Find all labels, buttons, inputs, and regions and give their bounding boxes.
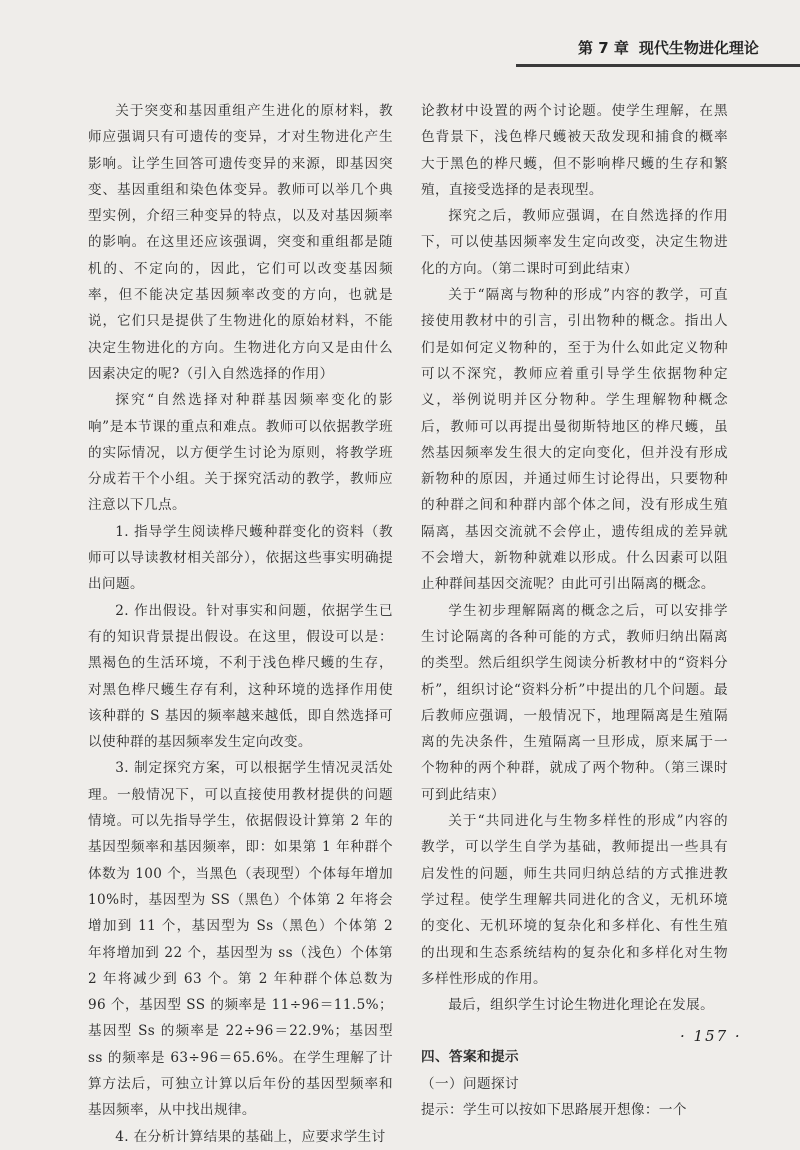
paragraph: 1. 指导学生阅读桦尺蠖种群变化的资料（教师可以导读教材相关部分），依据这些事实明确提出问题。: [88, 523, 393, 593]
paragraph: 探究之后，教师应强调，在自然选择的作用下，可以使基因频率发生定向改变，决定生物进化的方向。（第二课时可到此结束）: [421, 208, 728, 277]
paragraph: 探究“自然选择对种群基因频率变化的影响”是本节课的重点和难点。教师可以依据教学班的实际情况，以方便学生讨论为原则，将教学班分成若干个小组。关于探究活动的教学，教师应注意以下几点。: [88, 392, 393, 514]
chapter-number: 第 7 章: [578, 38, 629, 57]
right-column: [421, 98, 728, 1123]
paragraph: 最后，组织学生讨论生物进化理论在发展。: [448, 997, 715, 1014]
subsection-heading: （一）问题探讨: [421, 1075, 519, 1092]
chapter-title: 现代生物进化理论: [638, 38, 759, 57]
section-heading: 四、答案和提示: [421, 1049, 519, 1066]
paragraph-continuation: 论教材中设置的两个讨论题。使学生理解，在黑色背景下，浅色桦尺蠖被天敌发现和捕食的概率大于黑色的桦尺蠖，但不影响桦尺蠖的生存和繁殖，直接受选择的是表现型。: [421, 103, 728, 198]
running-head: [516, 30, 800, 67]
paragraph: 关于突变和基因重组产生进化的原材料，教师应强调只有可遗传的变异，才对生物进化产生影响。让学生回答可遗传变异的来源，即基因突变、基因重组和染色体变异。教师可以举几个典型实例，介绍三种变异的特点，以及对基因频率的影响。在这里还应该强调，突变和重组都是随机的、不定向的，因此，它们可以改变基因频率，但不能决定基因频率改变的方向，也就是说，它们只是提供了生物进化的原始材料，不能决定生物进化的方向。生物进化方向又是由什么因素决定的呢?（引入自然选择的作用）: [88, 103, 393, 382]
paragraph: 学生初步理解隔离的概念之后，可以安排学生讨论隔离的各种可能的方式，教师归纳出隔离的类型。然后组织学生阅读分析教材中的“资料分析”，组织讨论“资料分析”中提出的几个问题。最后教师应强调，一般情况下，地理隔离是生殖隔离的先决条件，生殖隔离一旦形成，原来属于一个物种的两个种群，就成了两个物种。（第三课时可到此结束）: [421, 602, 728, 803]
paragraph: 3. 制定探究方案，可以根据学生情况灵活处理。一般情况下，可以直接使用教材提供的问题情境。可以先指导学生，依据假设计算第 2 年的基因型频率和基因频率，即：如果第 1 年种群个体数为 100 个，当黑色（表现型）个体每年增加 10%时，基因型为 SS（黑色）个体第 2 年将会增加到 11 个，基因型为 Ss（黑色）个体第 2 年将增加到 22 个，基因型为 ss（浅色）个体第 2 年将减少到 63 个。第 2 年种群个体总数为 96 个，基因型 SS 的频率是 11÷96＝11.5%；基因型 Ss 的频率是 22÷96＝22.9%；基因型 ss 的频率是 63÷96＝65.6%。在学生理解了计算方法后，可独立计算以后年份的基因型频率和基因频率，从中找出规律。: [88, 760, 393, 1119]
left-column: [88, 98, 393, 1150]
paragraph: 关于“隔离与物种的形成”内容的教学，可直接使用教材中的引言，引出物种的概念。指出人们是如何定义物种的，至于为什么如此定义物种可以不深究，教师应着重引导学生依据物种定义，举例说明并区分物种。学生理解物种概念后，教师可以再提出曼彻斯特地区的桦尺蠖，虽然基因频率发生很大的定向变化，但并没有形成新物种的原因，并通过师生讨论得出，只要物种的种群之间和种群内部个体之间，没有形成生殖隔离，基因交流就不会停止，遗传组成的差异就不会增大，新物种就难以形成。什么因素可以阻止种群间基因交流呢？由此可引出隔离的概念。: [421, 287, 728, 593]
paragraph: 4. 在分析计算结果的基础上，应要求学生讨: [115, 1128, 386, 1145]
paragraph: 关于“共同进化与生物多样性的形成”内容的教学，可以学生自学为基础，教师提出一些具有启发性的问题，师生共同归纳总结的方式推进教学过程。使学生理解共同进化的含义，无机环境的变化、无机环境的复杂化和多样化、有性生殖的出现和生态系统结构的复杂化和多样化对生物多样性形成的作用。: [421, 813, 728, 987]
page-number: · 157 ·: [680, 1027, 742, 1045]
hint-text: 提示：学生可以按如下思路展开想像：一个: [421, 1101, 687, 1118]
paragraph: 2. 作出假设。针对事实和问题，依据学生已有的知识背景提出假设。在这里，假设可以是：黑褐色的生活环境，不利于浅色桦尺蠖的生存，对黑色桦尺蠖生存有利，这种环境的选择作用使该种群的 S 基因的频率越来越低，即自然选择可以使种群的基因频率发生定向改变。: [88, 602, 393, 751]
